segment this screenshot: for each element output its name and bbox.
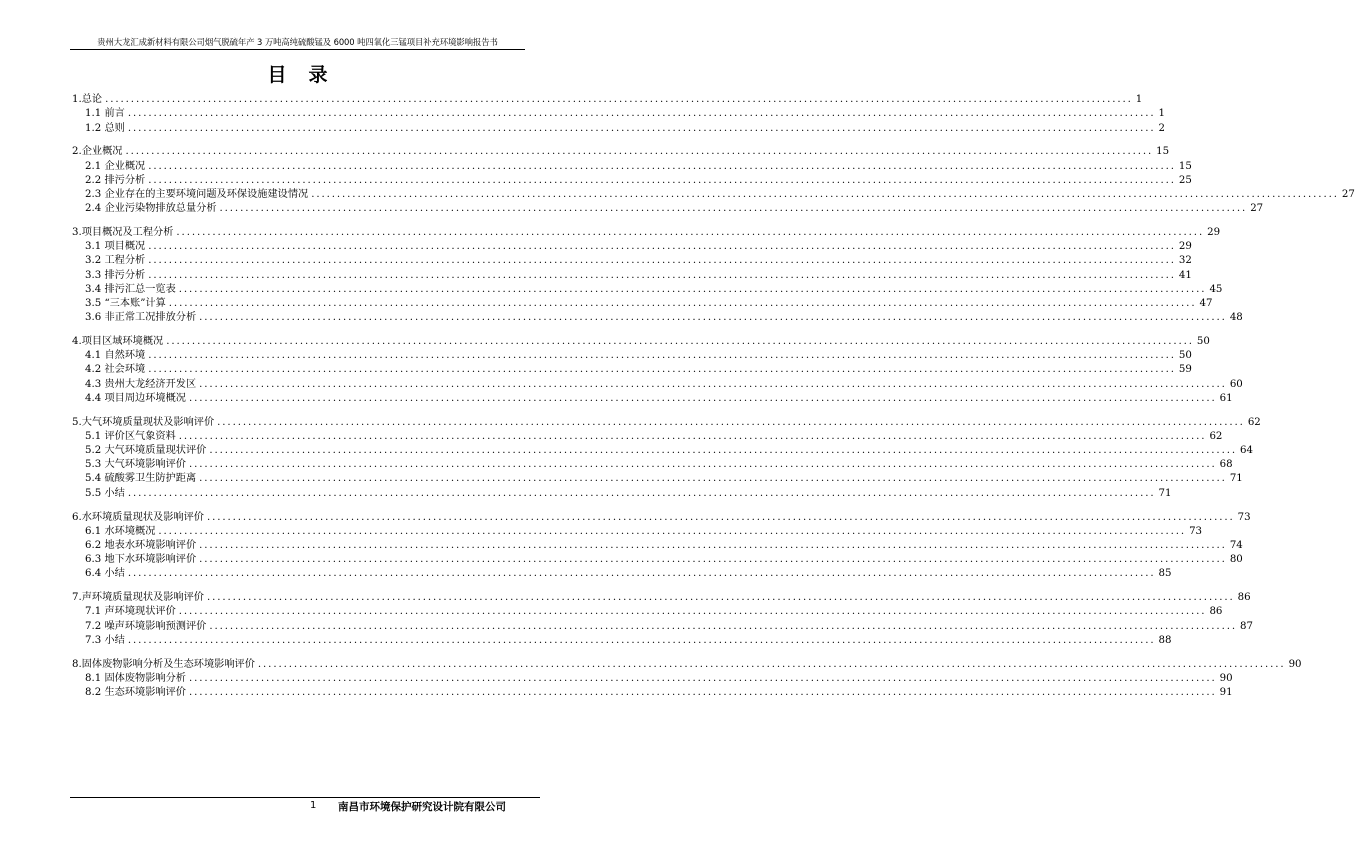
toc-section-entry[interactable]: [72, 253, 1192, 267]
toc-dot-leader: ........................................................................................................................................................................................................: [168, 298, 1197, 309]
toc-dot-leader: ........................................................................................................................................................................................................: [209, 620, 1237, 632]
toc-chapter-entry[interactable]: [72, 144, 1170, 158]
toc-entry-label: 5.4 硫酸雾卫生防护距离: [85, 473, 197, 485]
toc-section-entry[interactable]: [72, 296, 1213, 310]
toc-entry-label: 5.3 大气环境影响评价: [85, 459, 186, 471]
table-of-contents: [72, 92, 1355, 699]
footer-divider: [70, 797, 540, 798]
toc-entry-label: 4.2 社会环境: [85, 364, 146, 376]
toc-section-entry[interactable]: [72, 201, 1264, 215]
toc-section-entry[interactable]: [72, 348, 1192, 362]
toc-entry-label: 2.4 企业污染物排放总量分析: [85, 203, 217, 215]
toc-entry-label: 7.声环境质量现状及影响评价: [72, 592, 204, 604]
toc-entry-label: 5.2 大气环境质量现状评价: [85, 445, 207, 457]
toc-entry-page-number: 71: [1158, 487, 1172, 499]
toc-entry-label: 2.1 企业概况: [85, 160, 146, 172]
toc-entry-page-number: 80: [1229, 554, 1243, 566]
toc-section-entry[interactable]: [72, 282, 1223, 296]
toc-entry-page-number: 47: [1199, 298, 1213, 309]
toc-entry-page-number: 71: [1229, 473, 1243, 485]
toc-entry-page-number: 45: [1209, 283, 1223, 295]
toc-dot-leader: ........................................................................................................................................................................................................: [127, 568, 1156, 580]
toc-entry-label: 3.项目概况及工程分析: [72, 227, 174, 239]
toc-dot-leader: ........................................................................................................................................................................................................: [199, 539, 1227, 551]
toc-dot-leader: ........................................................................................................................................................................................................: [127, 487, 1156, 499]
toc-entry-label: 6.4 小结: [85, 568, 125, 580]
toc-chapter-entry[interactable]: [72, 590, 1251, 604]
toc-entry-label: 6.1 水环境概况: [85, 525, 156, 537]
toc-entry-page-number: 73: [1237, 511, 1251, 523]
toc-dot-leader: ........................................................................................................................................................................................................: [178, 283, 1207, 295]
toc-entry-label: 5.1 评价区气象资料: [85, 430, 176, 442]
toc-section-entry[interactable]: [72, 391, 1233, 405]
toc-chapter-entry[interactable]: [72, 334, 1210, 348]
toc-section-entry[interactable]: [72, 457, 1233, 471]
toc-entry-label: 8.1 固体废物影响分析: [85, 672, 186, 684]
toc-entry-page-number: 29: [1207, 227, 1221, 239]
toc-entry-page-number: 86: [1237, 592, 1251, 604]
toc-dot-leader: ........................................................................................................................................................................................................: [148, 160, 1176, 172]
toc-section-entry[interactable]: [72, 552, 1243, 566]
toc-entry-page-number: 90: [1288, 658, 1302, 670]
toc-section-entry[interactable]: [72, 173, 1192, 187]
toc-dot-leader: ........................................................................................................................................................................................................: [148, 269, 1176, 281]
toc-entry-page-number: 59: [1178, 364, 1192, 376]
toc-entry-page-number: 85: [1158, 568, 1172, 580]
toc-entry-page-number: 91: [1219, 686, 1233, 698]
footer-page-number: 1: [310, 800, 317, 811]
toc-section-entry[interactable]: [72, 239, 1192, 253]
toc-chapter-entry[interactable]: [72, 415, 1261, 429]
toc-section-entry[interactable]: [72, 671, 1233, 685]
toc-entry-label: 4.3 贵州大龙经济开发区: [85, 378, 197, 390]
toc-entry-page-number: 74: [1229, 539, 1243, 551]
toc-entry-label: 5.5 小结: [85, 487, 125, 499]
toc-section-entry[interactable]: [72, 429, 1223, 443]
toc-entry-label: 8.2 生态环境影响评价: [85, 686, 186, 698]
toc-entry-page-number: 15: [1178, 160, 1192, 172]
toc-entry-label: 6.水环境质量现状及影响评价: [72, 511, 204, 523]
toc-entry-page-number: 29: [1178, 241, 1192, 253]
toc-entry-page-number: 88: [1158, 634, 1172, 646]
toc-entry-page-number: 86: [1209, 606, 1223, 618]
toc-entry-page-number: 25: [1178, 174, 1192, 186]
toc-entry-label: 6.3 地下水环境影响评价: [85, 554, 197, 566]
toc-section-entry[interactable]: [72, 362, 1192, 376]
toc-entry-page-number: 87: [1240, 620, 1253, 632]
toc-section-entry[interactable]: [72, 187, 1355, 201]
toc-entry-label: 6.2 地表水环境影响评价: [85, 539, 197, 551]
toc-entry-page-number: 1: [1158, 108, 1165, 120]
toc-entry-page-number: 61: [1219, 392, 1233, 404]
toc-entry-page-number: 73: [1189, 525, 1203, 537]
toc-entry-label: 3.3 排污分析: [85, 269, 146, 281]
toc-entry-label: 2.3 企业存在的主要环境问题及环保设施建设情况: [85, 189, 309, 200]
toc-section-entry[interactable]: [72, 485, 1172, 499]
toc-entry-page-number: 62: [1209, 430, 1223, 442]
toc-dot-leader: ........................................................................................................................................................................................................: [166, 336, 1194, 348]
toc-entry-page-number: 15: [1156, 146, 1170, 158]
toc-dot-leader: ........................................................................................................................................................................................................: [188, 459, 1217, 471]
toc-entry-label: 2.2 排污分析: [85, 174, 146, 186]
toc-dot-leader: ........................................................................................................................................................................................................: [206, 511, 1235, 523]
toc-chapter-entry[interactable]: [72, 656, 1302, 670]
toc-entry-page-number: 62: [1247, 416, 1261, 428]
toc-entry-label: 4.1 自然环境: [85, 350, 146, 362]
toc-entry-page-number: 41: [1178, 269, 1192, 281]
toc-section-entry[interactable]: [72, 310, 1243, 324]
toc-entry-page-number: 60: [1229, 378, 1243, 390]
toc-entry-page-number: 50: [1196, 336, 1210, 348]
toc-dot-leader: ........................................................................................................................................................................................................: [148, 255, 1176, 267]
toc-entry-label: 3.4 排污汇总一览表: [85, 283, 176, 295]
toc-entry-label: 3.5 “三本账”计算: [85, 298, 166, 309]
toc-dot-leader: ........................................................................................................................................................................................................: [199, 378, 1227, 390]
toc-entry-page-number: 27: [1250, 203, 1264, 215]
toc-dot-leader: ........................................................................................................................................................................................................: [188, 672, 1217, 684]
toc-section-entry[interactable]: [72, 524, 1203, 538]
toc-dot-leader: ........................................................................................................................................................................................................: [148, 241, 1176, 253]
toc-dot-leader: ........................................................................................................................................................................................................: [148, 364, 1176, 376]
toc-entry-page-number: 48: [1229, 312, 1243, 324]
toc-dot-leader: ........................................................................................................................................................................................................: [148, 350, 1176, 362]
toc-section-entry[interactable]: [72, 604, 1223, 618]
toc-entry-page-number: 1: [1135, 94, 1143, 106]
toc-section-entry[interactable]: [72, 685, 1233, 699]
toc-chapter-entry[interactable]: [72, 509, 1251, 523]
toc-dot-leader: ........................................................................................................................................................................................................: [127, 122, 1156, 134]
toc-dot-leader: ........................................................................................................................................................................................................: [206, 592, 1235, 604]
toc-entry-label: 2.企业概况: [72, 146, 123, 158]
toc-entry-label: 3.1 项目概况: [85, 241, 146, 253]
toc-section-entry[interactable]: [72, 471, 1243, 485]
toc-chapter-entry[interactable]: [72, 92, 1143, 106]
toc-section-entry[interactable]: [72, 443, 1253, 457]
toc-entry-label: 7.2 噪声环境影响预测评价: [85, 620, 207, 632]
toc-entry-page-number: 90: [1219, 672, 1233, 684]
toc-section-entry[interactable]: [72, 267, 1192, 281]
toc-dot-leader: ........................................................................................................................................................................................................: [199, 554, 1227, 566]
toc-dot-leader: ........................................................................................................................................................................................................: [311, 189, 1339, 200]
toc-dot-leader: ........................................................................................................................................................................................................: [188, 392, 1217, 404]
toc-entry-label: 1.总论: [72, 94, 103, 106]
toc-dot-leader: ........................................................................................................................................................................................................: [158, 525, 1187, 537]
toc-entry-label: 7.1 声环境现状评价: [85, 606, 176, 618]
toc-dot-leader: ........................................................................................................................................................................................................: [178, 606, 1207, 618]
toc-entry-label: 4.4 项目周边环境概况: [85, 392, 186, 404]
toc-dot-leader: ........................................................................................................................................................................................................: [209, 445, 1237, 457]
toc-section-entry[interactable]: [72, 376, 1243, 390]
toc-section-entry[interactable]: [72, 120, 1165, 134]
toc-dot-leader: ........................................................................................................................................................................................................: [148, 174, 1176, 186]
page-title: 目录: [267, 64, 350, 86]
toc-entry-page-number: 27: [1341, 189, 1355, 200]
toc-entry-label: 7.3 小结: [85, 634, 125, 646]
running-header: 贵州大龙汇成新材料有限公司烟气脱硫年产 3 万吨高纯硫酸锰及 6000 吨四氧化三锰项目补充环境影响报告书: [70, 35, 525, 50]
toc-entry-label: 3.2 工程分析: [85, 255, 146, 267]
toc-dot-leader: ........................................................................................................................................................................................................: [178, 430, 1207, 442]
toc-dot-leader: ........................................................................................................................................................................................................: [199, 473, 1227, 485]
toc-entry-label: 1.2 总则: [85, 122, 125, 134]
toc-section-entry[interactable]: [72, 566, 1172, 580]
toc-entry-page-number: 32: [1178, 255, 1192, 267]
toc-dot-leader: ........................................................................................................................................................................................................: [125, 146, 1154, 158]
toc-entry-label: 3.6 非正常工况排放分析: [85, 312, 197, 324]
toc-section-entry[interactable]: [72, 538, 1243, 552]
toc-entry-page-number: 2: [1158, 122, 1165, 134]
toc-entry-page-number: 50: [1178, 350, 1192, 362]
toc-section-entry[interactable]: [72, 618, 1253, 632]
toc-dot-leader: ........................................................................................................................................................................................................: [105, 94, 1133, 106]
toc-section-entry[interactable]: [72, 633, 1172, 647]
toc-entry-label: 1.1 前言: [85, 108, 125, 120]
toc-entry-label: 8.固体废物影响分析及生态环境影响评价: [72, 658, 255, 670]
toc-entry-label: 4.项目区域环境概况: [72, 336, 164, 348]
footer-organization: 南昌市环境保护研究设计院有限公司: [338, 801, 506, 813]
toc-dot-leader: ........................................................................................................................................................................................................: [176, 227, 1205, 239]
toc-section-entry[interactable]: [72, 106, 1165, 120]
toc-dot-leader: ........................................................................................................................................................................................................: [199, 312, 1227, 324]
toc-dot-leader: ........................................................................................................................................................................................................: [188, 686, 1217, 698]
toc-dot-leader: ........................................................................................................................................................................................................: [127, 634, 1156, 646]
toc-section-entry[interactable]: [72, 158, 1192, 172]
toc-entry-label: 5.大气环境质量现状及影响评价: [72, 416, 215, 428]
toc-dot-leader: ........................................................................................................................................................................................................: [217, 416, 1245, 428]
toc-entry-page-number: 64: [1240, 445, 1253, 457]
toc-dot-leader: ........................................................................................................................................................................................................: [219, 203, 1248, 215]
toc-dot-leader: ........................................................................................................................................................................................................: [127, 108, 1156, 120]
toc-chapter-entry[interactable]: [72, 225, 1221, 239]
toc-dot-leader: ........................................................................................................................................................................................................: [257, 658, 1286, 670]
toc-entry-page-number: 68: [1219, 459, 1233, 471]
